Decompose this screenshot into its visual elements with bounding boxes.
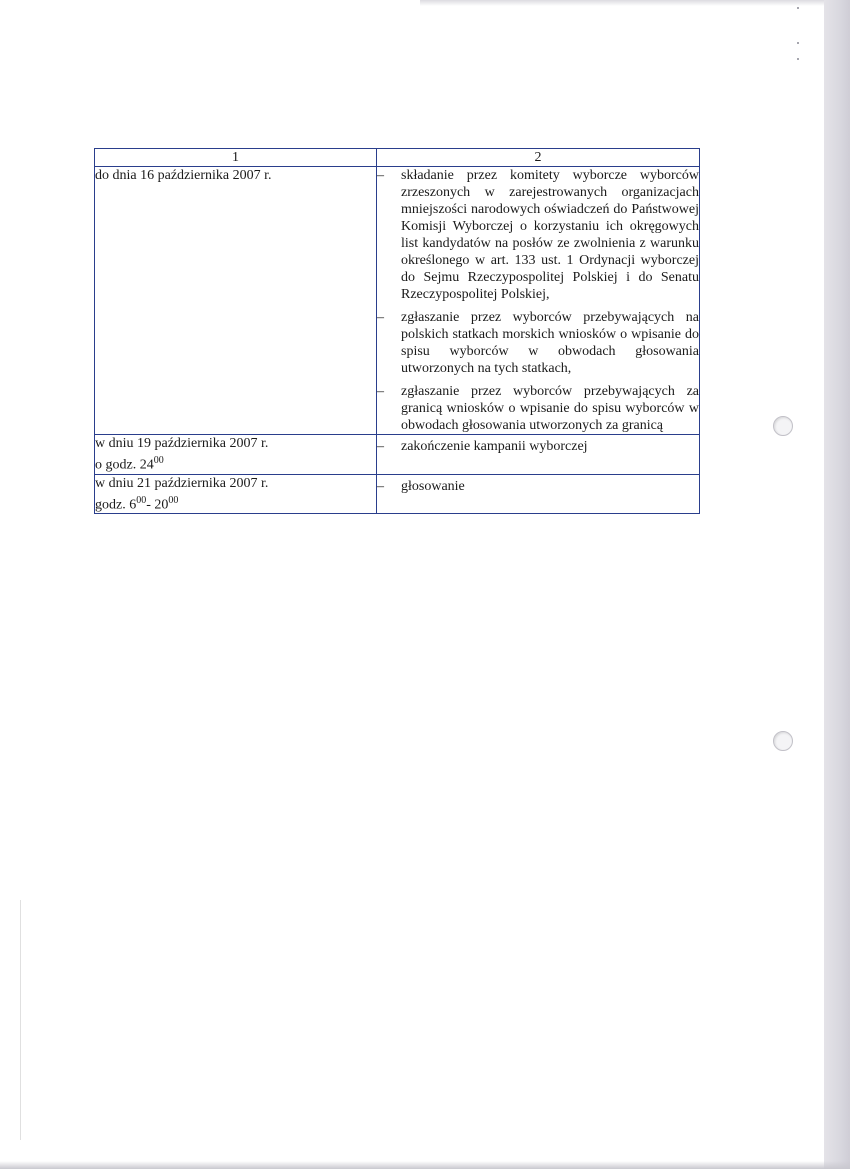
column-header-1: 1 [95,149,377,167]
action-text: zgłaszanie przez wyborców przebywających na polskich statkach morskich wniosków o wpisanie do spisu wyborców w obwodach głosowania utworzonych na tych statkach, [401,310,699,376]
time-superscript: 00 [136,494,147,506]
bullet-dash: – [377,439,384,454]
list-item [377,309,699,377]
date-cell [95,474,377,514]
table-row [95,474,700,514]
action-text: głosowanie [401,478,465,494]
time-prefix: godz. 6 [95,497,137,513]
date-text: w dniu 19 października 2007 r. [95,436,269,451]
table-row [95,167,700,435]
punch-hole [773,416,793,436]
action-text: zakończenie kampanii wyborczej [401,439,588,454]
bullet-dash: – [377,384,384,399]
time-superscript: 00 [153,455,164,466]
table-header-row [95,149,700,167]
list-item [377,167,699,303]
scan-speck [797,42,799,44]
actions-cell [377,474,700,514]
actions-cell [377,435,700,475]
scan-right-edge [824,0,850,1169]
punch-hole [773,731,793,751]
date-cell [95,435,377,475]
scan-speck [797,7,799,9]
time-prefix: o godz. 24 [95,457,154,473]
date-cell [95,167,377,435]
time-separator: - 20 [146,497,169,513]
election-schedule-table [94,148,700,514]
time-text [95,452,376,474]
scan-left-line [20,900,21,1140]
list-item [377,383,699,434]
actions-cell [377,167,700,435]
scan-speck [797,58,799,60]
scan-top-shadow [420,0,824,6]
scan-bottom-edge [0,1161,850,1169]
action-text: składanie przez komitety wyborcze wyborców zrzeszonych w zarejestrowanych organizacjach mniejszości narodowych oświadczeń do Państwowej Komisji Wyborczej o korzystaniu ich okręgowych list kandydatów na posłów ze zwolnienia z warunku określonego w art. 133 ust. 1 Ordynacji wyborczej do Sejmu Rzeczypospolitej Polskiej i do Senatu Rzeczypospolitej Polskiej, [401,168,699,302]
bullet-dash: – [377,310,384,325]
time-text [95,492,376,514]
time-superscript: 00 [168,494,179,506]
list-item [377,438,699,455]
action-text: zgłaszanie przez wyborców przebywających za granicą wniosków o wpisanie do spisu wyborców w obwodach głosowania utworzonych za granicą [401,384,699,433]
bullet-dash: – [377,168,384,183]
bullet-dash: – [377,478,384,494]
table-row [95,435,700,475]
list-item [377,478,699,495]
column-header-2: 2 [377,149,700,167]
date-text: do dnia 16 października 2007 r. [95,168,272,183]
date-text: w dniu 21 października 2007 r. [95,475,269,491]
